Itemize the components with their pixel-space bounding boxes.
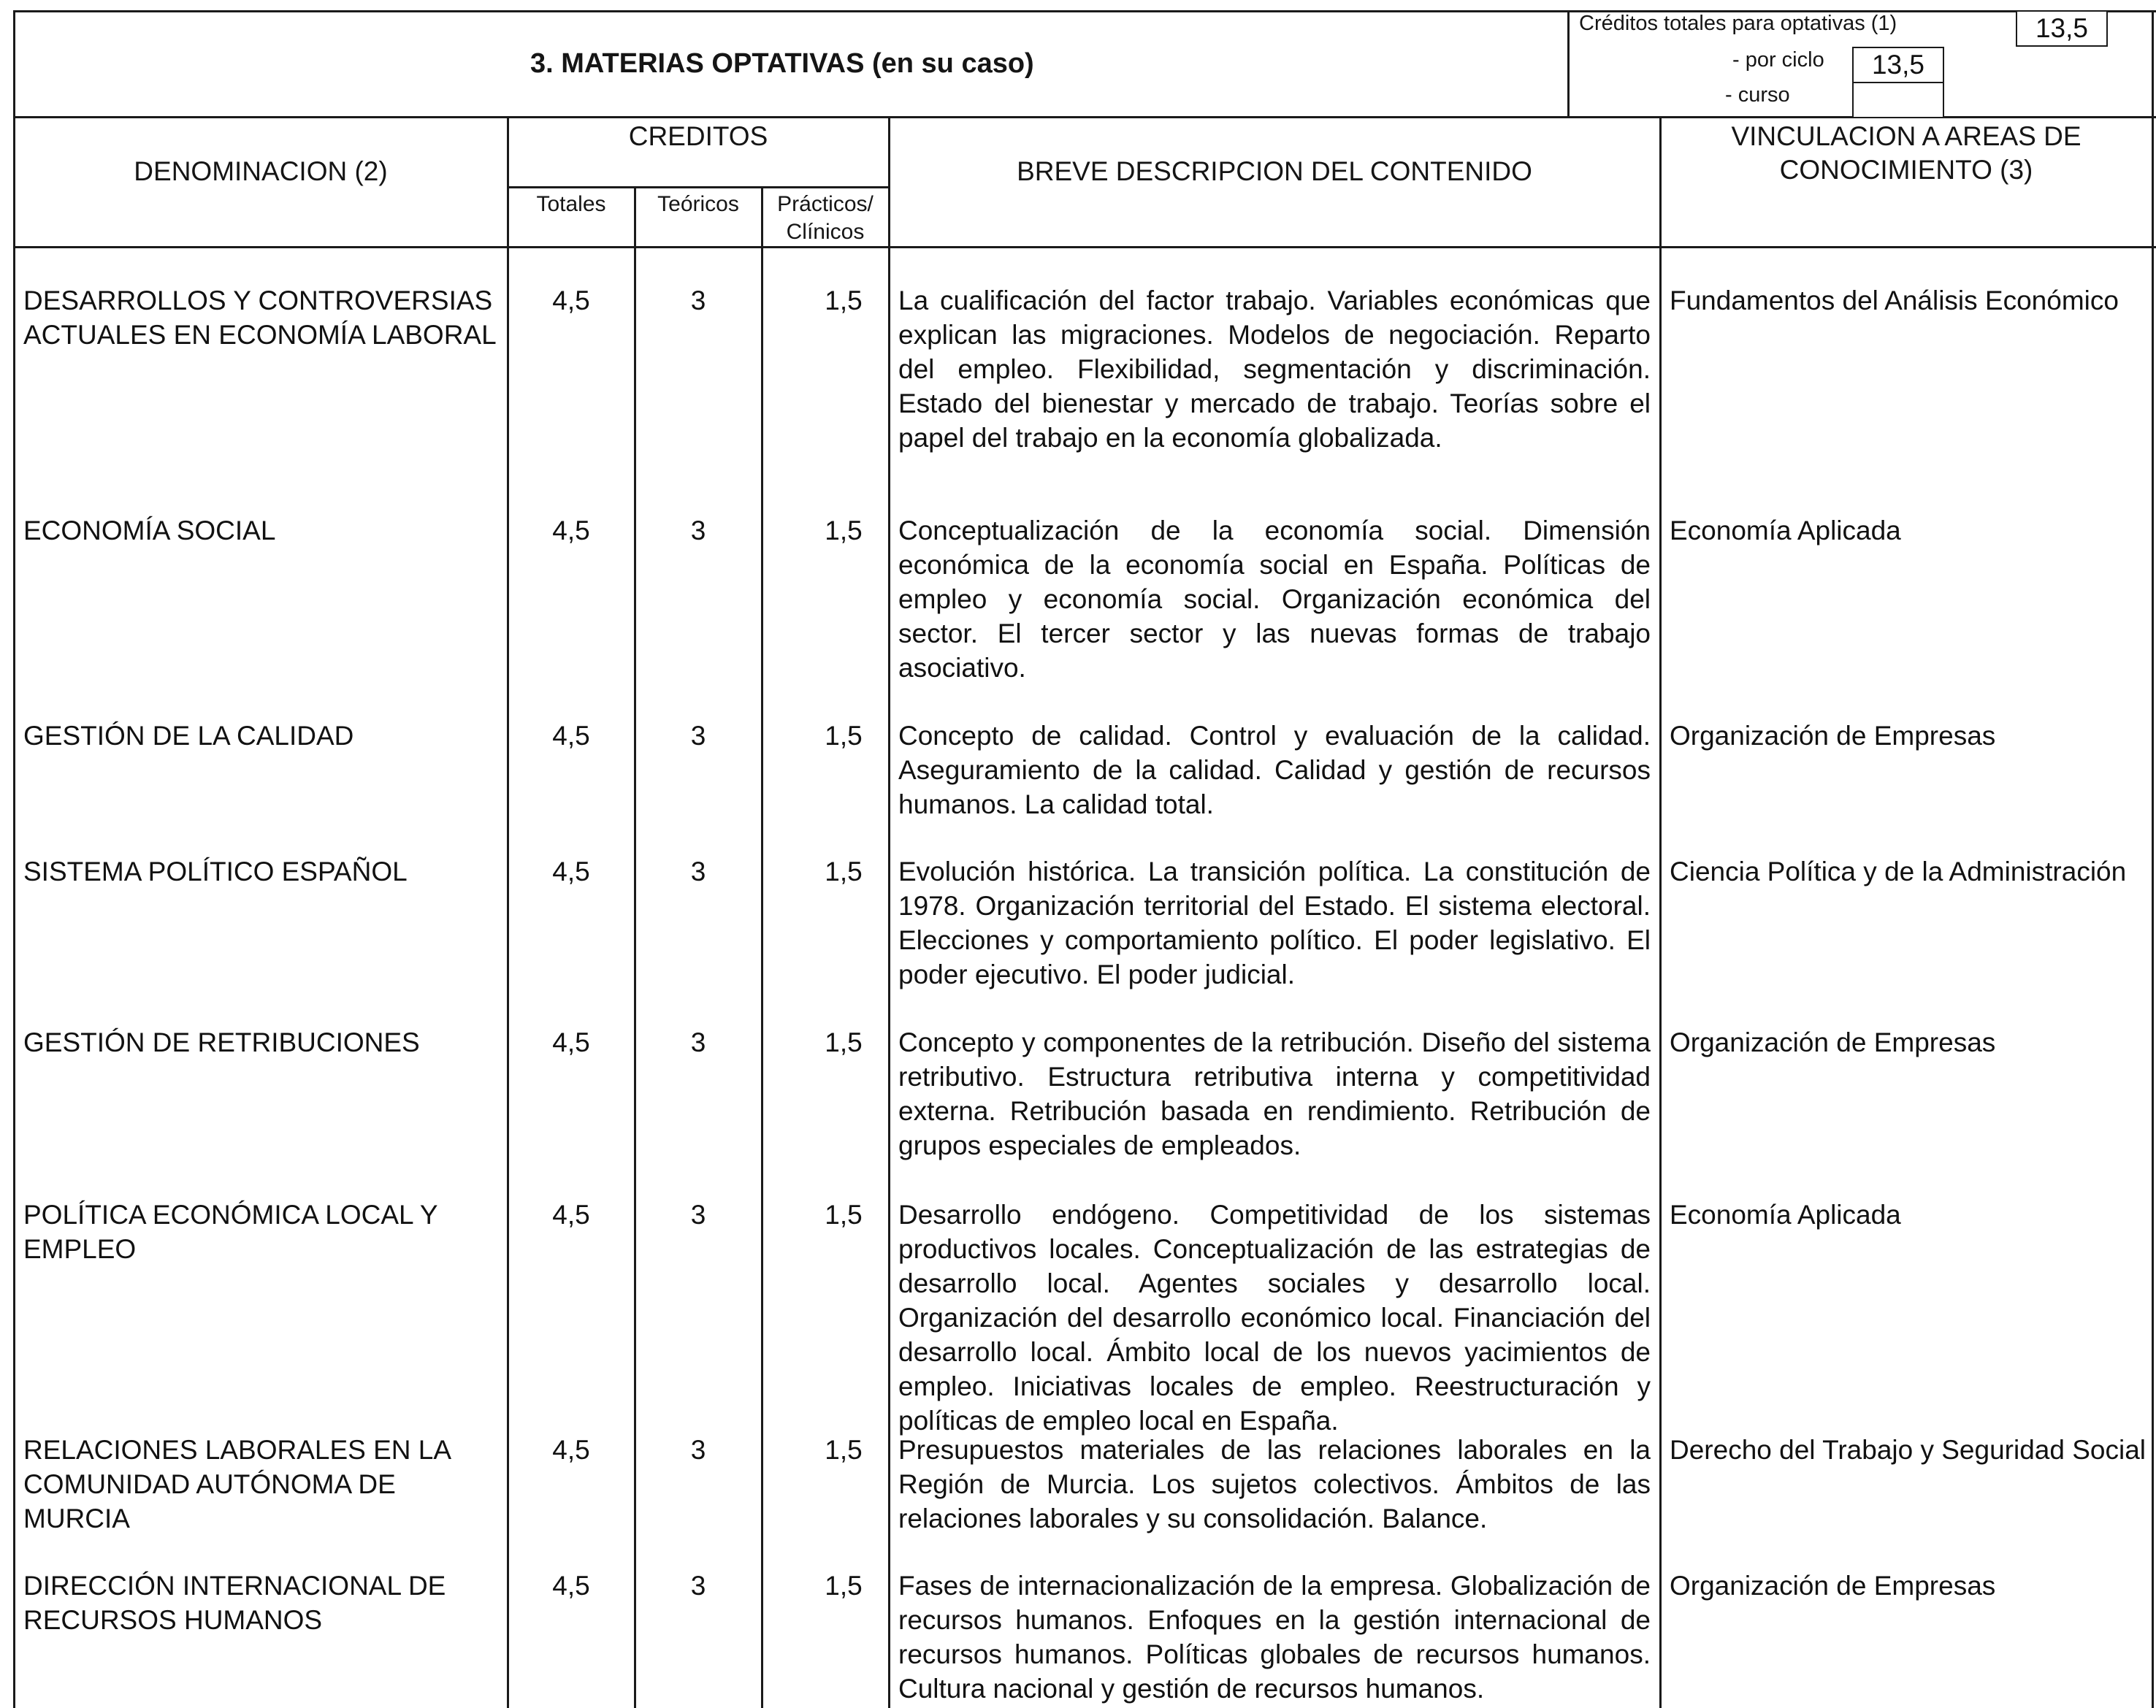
col-vinculacion-2: CONOCIMIENTO (3) [1779, 155, 2033, 185]
col-practicos: Prácticos/ [777, 192, 874, 216]
page-title: 3. MATERIAS OPTATIVAS (en su caso) [530, 48, 1034, 79]
row-totales: 4,5 [552, 1027, 590, 1057]
col-totales: Totales [536, 192, 606, 216]
row-teoricos: 3 [690, 721, 706, 751]
row-practicos: 1,5 [825, 721, 863, 751]
row-area: Derecho del Trabajo y Seguridad Social [1670, 1435, 2146, 1465]
row-totales: 4,5 [552, 286, 590, 315]
row-practicos: 1,5 [825, 1200, 863, 1230]
row-teoricos: 3 [690, 1200, 706, 1230]
col-teoricos: Teóricos [657, 192, 739, 216]
row-denominacion: RELACIONES LABORALES EN LA COMUNIDAD AUTÓNOMA DE MURCIA [23, 1435, 451, 1533]
frame-left-line [13, 10, 15, 1708]
col-denominacion: DENOMINACION (2) [134, 156, 388, 186]
row-descripcion: Desarrollo endógeno. Competitividad de los sistemas productivos locales. Conceptualización de las estrategias de desarrollo local. Agentes sociales y desarrollo local. Organización del desarrollo económico local. Financiación del desarrollo local. Ámbito local de los nuevos yacimientos de empleo. Iniciativas locales de empleo. Reestructuración y políticas de empleo local en España. [898, 1200, 1651, 1436]
row-totales: 4,5 [552, 1571, 590, 1601]
row-area: Fundamentos del Análisis Económico [1670, 286, 2119, 315]
row-descripcion: Concepto de calidad. Control y evaluación de la calidad. Aseguramiento de la calidad. Calidad y gestión de recursos humanos. La calidad total. [898, 721, 1651, 819]
row-area: Economía Aplicada [1670, 516, 1901, 545]
row-denominacion: DESARROLLOS Y CONTROVERSIAS ACTUALES EN ECONOMÍA LABORAL [23, 286, 497, 350]
row-descripcion: Evolución histórica. La transición política. La constitución de 1978. Organización territorial del Estado. El sistema electoral. Elecciones y comportamiento político. El poder legislativo. El poder ejecutivo. El poder judicial. [898, 857, 1651, 989]
row-teoricos: 3 [690, 1435, 706, 1465]
row-totales: 4,5 [552, 721, 590, 751]
por-ciclo-label: - por ciclo [1732, 48, 1824, 72]
row-area: Organización de Empresas [1670, 1571, 1996, 1601]
row-descripcion: Concepto y componentes de la retribución. Diseño del sistema retributivo. Estructura retributiva interna y competitividad externa. Retribución basada en rendimiento. Retribución de grupos especiales de empleados. [898, 1027, 1651, 1160]
row-practicos: 1,5 [825, 1571, 863, 1601]
colhead-bottom-line [13, 246, 2156, 248]
row-descripcion: Presupuestos materiales de las relaciones laborales en la Región de Murcia. Los sujetos colectivos. Ámbitos de las relaciones laborales y su consolidación. Balance. [898, 1435, 1651, 1533]
row-denominacion: POLÍTICA ECONÓMICA LOCAL Y EMPLEO [23, 1200, 437, 1264]
col-line-1 [507, 117, 509, 1708]
row-denominacion: GESTIÓN DE LA CALIDAD [23, 721, 354, 751]
row-descripcion: Conceptualización de la economía social. Dimensión económica de la economía social en España. Políticas de empleo y economía social. Organización económica del sector. El tercer sector y las nuevas formas de trabajo asociativo. [898, 516, 1651, 683]
curso-box [1852, 82, 1944, 118]
row-descripcion: Fases de internacionalización de la empresa. Globalización de recursos humanos. Enfoques en la gestión internacional de recursos humanos. Políticas globales de recursos humanos. Cultura nacional y gestión de recursos humanos. [898, 1571, 1651, 1704]
row-teoricos: 3 [690, 857, 706, 886]
header-bottom-line [13, 116, 2156, 118]
row-practicos: 1,5 [825, 286, 863, 315]
row-practicos: 1,5 [825, 1027, 863, 1057]
creditos-totales-box: 13,5 [2016, 10, 2108, 47]
col-line-2 [634, 187, 636, 1708]
row-teoricos: 3 [690, 1027, 706, 1057]
row-totales: 4,5 [552, 516, 590, 545]
row-teoricos: 3 [690, 1571, 706, 1601]
row-denominacion: ECONOMÍA SOCIAL [23, 516, 276, 545]
row-teoricos: 3 [690, 516, 706, 545]
row-denominacion: SISTEMA POLÍTICO ESPAÑOL [23, 857, 408, 886]
row-area: Ciencia Política y de la Administración [1670, 857, 2127, 886]
col-line-4 [888, 117, 890, 1708]
creditos-totales-label: Créditos totales para optativas (1) [1579, 12, 1897, 35]
row-area: Organización de Empresas [1670, 721, 1996, 751]
row-area: Economía Aplicada [1670, 1200, 1901, 1230]
row-denominacion: DIRECCIÓN INTERNACIONAL DE RECURSOS HUMANOS [23, 1571, 446, 1635]
col-vinculacion-1: VINCULACION A AREAS DE [1731, 121, 2082, 151]
row-practicos: 1,5 [825, 857, 863, 886]
frame-right-line [2152, 10, 2154, 1708]
row-totales: 4,5 [552, 857, 590, 886]
row-area: Organización de Empresas [1670, 1027, 1996, 1057]
por-ciclo-box: 13,5 [1852, 47, 1944, 83]
col-clinicos: Clínicos [786, 220, 865, 244]
col-line-5 [1659, 117, 1662, 1708]
col-descripcion: BREVE DESCRIPCION DEL CONTENIDO [1017, 156, 1532, 186]
row-denominacion: GESTIÓN DE RETRIBUCIONES [23, 1027, 420, 1057]
row-totales: 4,5 [552, 1435, 590, 1465]
row-practicos: 1,5 [825, 1435, 863, 1465]
curso-label: - curso [1725, 83, 1790, 107]
row-teoricos: 3 [690, 286, 706, 315]
col-line-3 [761, 187, 763, 1708]
col-creditos: CREDITOS [628, 121, 768, 151]
row-descripcion: La cualificación del factor trabajo. Variables económicas que explican las migraciones. Modelos de negociación. Reparto del empleo. Flexibilidad, segmentación y discriminación. Estado del bienestar y mercado de trabajo. Teorías sobre el papel del trabajo en la economía globalizada. [898, 286, 1651, 453]
header-divider [1567, 10, 1570, 117]
row-totales: 4,5 [552, 1200, 590, 1230]
row-practicos: 1,5 [825, 516, 863, 545]
